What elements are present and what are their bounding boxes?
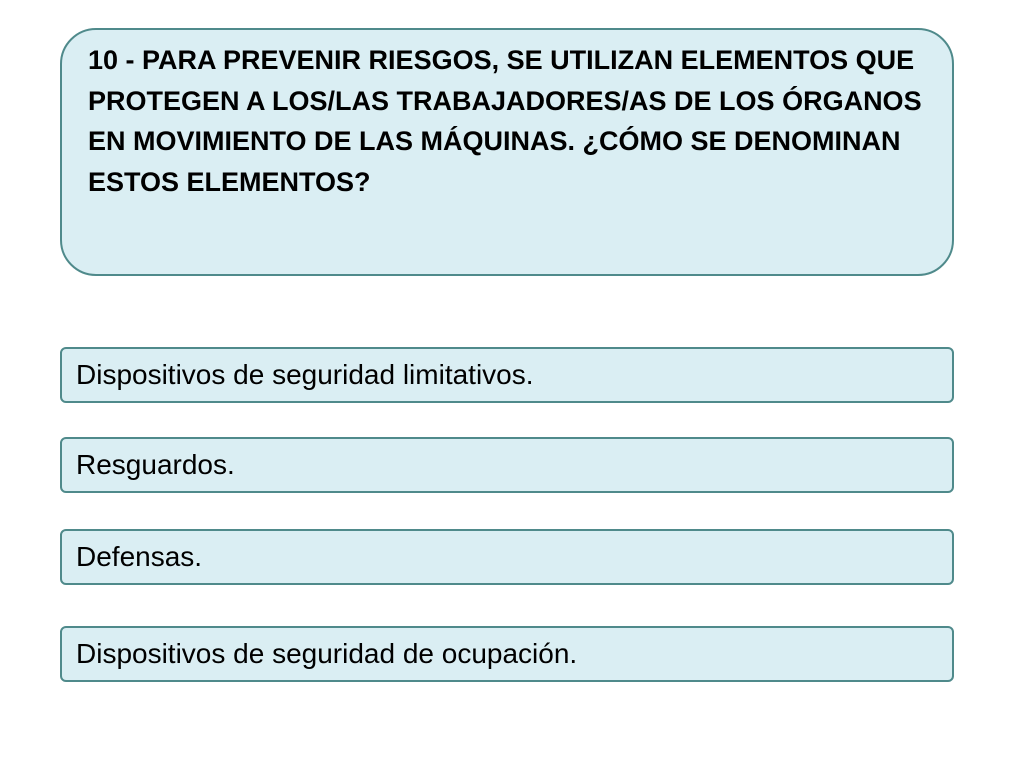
question-box <box>60 28 954 276</box>
answer-option-3[interactable] <box>60 529 954 585</box>
answer-option-2[interactable] <box>60 437 954 493</box>
answer-option-4[interactable] <box>60 626 954 682</box>
answer-option-label: Dispositivos de seguridad de ocupación. <box>76 638 578 669</box>
answer-option-label: Resguardos. <box>76 449 235 480</box>
answer-option-label: Dispositivos de seguridad limitativos. <box>76 359 534 390</box>
question-text: 10 - PARA PREVENIR RIESGOS, SE UTILIZAN ELEMENTOS QUE PROTEGEN A LOS/LAS TRABAJADORES/AS DE LOS ÓRGANOS EN MOVIMIENTO DE LAS MÁQUINAS. ¿CÓMO SE DENOMINAN ESTOS ELEMENTOS? <box>88 45 922 197</box>
answer-option-1[interactable] <box>60 347 954 403</box>
answer-option-label: Defensas. <box>76 541 203 572</box>
